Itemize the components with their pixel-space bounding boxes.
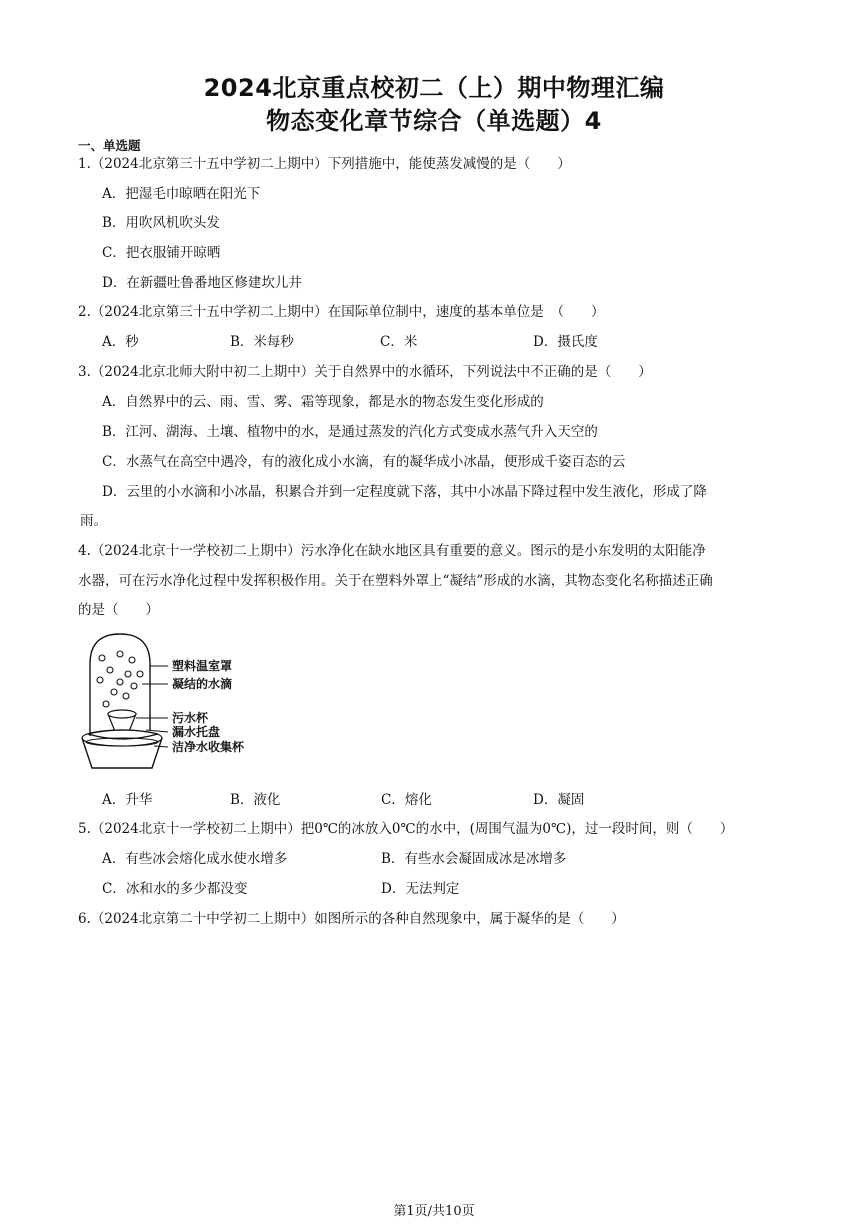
question-4-stem-line1: 4.（2024北京十一学校初二上期中）污水净化在缺水地区具有重要的意义。图示的是小东发明的太阳能净 xyxy=(78,543,706,559)
question-3-option-b: B．江河、湖海、土壤、植物中的水，是通过蒸发的汽化方式变成水蒸气升入天空的 xyxy=(102,424,598,440)
question-1-stem: 1.（2024北京第三十五中学初二上期中）下列措施中，能使蒸发减慢的是（ ） xyxy=(78,156,571,172)
solar-water-purifier-diagram xyxy=(76,630,286,772)
question-5-option-d: D．无法判定 xyxy=(381,881,460,897)
page-title-line1: 2024北京重点校初二（上）期中物理汇编 xyxy=(203,74,665,102)
question-1-option-d: D．在新疆吐鲁番地区修建坎儿井 xyxy=(102,275,302,291)
question-2-option-b: B．米每秒 xyxy=(230,334,294,350)
question-3-option-a: A．自然界中的云、雨、雪、雾、霜等现象，都是水的物态发生变化形成的 xyxy=(102,394,544,410)
question-1-option-b: B．用吹风机吹头发 xyxy=(102,215,220,231)
question-6-stem: 6.（2024北京第二十中学初二上期中）如图所示的各种自然现象中，属于凝华的是（ ） xyxy=(78,911,625,927)
question-3-option-d: D．云里的小水滴和小冰晶，积累合并到一定程度就下落，其中小冰晶下降过程中发生液化，形成了降 xyxy=(102,484,707,500)
page-number: 第1页/共10页 xyxy=(393,1204,475,1219)
question-5-option-b: B．有些水会凝固成冰是冰增多 xyxy=(381,851,567,867)
question-3-option-d-cont: 雨。 xyxy=(80,513,107,529)
water-droplets xyxy=(97,651,143,707)
clean-water-cup xyxy=(82,738,162,768)
question-1-option-a: A．把湿毛巾晾晒在阳光下 xyxy=(102,186,261,202)
label-dirty-water-cup: 污水杯 xyxy=(172,711,209,725)
question-3-stem: 3.（2024北京北师大附中初二上期中）关于自然界中的水循环，下列说法中不正确的是（ ） xyxy=(78,364,652,380)
question-4-option-a: A．升华 xyxy=(102,792,153,808)
question-2-option-c: C．米 xyxy=(380,334,418,350)
label-drain-tray: 漏水托盘 xyxy=(172,725,221,739)
label-clean-water-cup: 洁净水收集杯 xyxy=(172,740,245,754)
question-4-option-c: C．熔化 xyxy=(381,792,432,808)
question-2-stem: 2.（2024北京第三十五中学初二上期中）在国际单位制中，速度的基本单位是 （ ） xyxy=(78,304,605,320)
question-4-stem-line3: 的是（ ） xyxy=(78,602,159,618)
question-4-option-d: D．凝固 xyxy=(533,792,585,808)
section-heading: 一、单选题 xyxy=(78,138,141,153)
label-water-droplets: 凝结的水滴 xyxy=(172,677,233,691)
question-5-option-c: C．冰和水的多少都没变 xyxy=(102,881,248,897)
question-4-stem-line2: 水器，可在污水净化过程中发挥积极作用。关于在塑料外罩上“凝结”形成的水滴，其物态变化名称描述正确 xyxy=(78,573,713,589)
page-title-line2: 物态变化章节综合（单选题）4 xyxy=(266,107,602,135)
question-4-option-b: B．液化 xyxy=(230,792,281,808)
question-3-option-c: C．水蒸气在高空中遇冷，有的液化成小水滴，有的凝华成小冰晶，便形成千姿百态的云 xyxy=(102,454,626,470)
question-5-option-a: A．有些冰会熔化成水使水增多 xyxy=(102,851,288,867)
question-2-option-a: A．秒 xyxy=(102,334,139,350)
question-1-option-c: C．把衣服铺开晾晒 xyxy=(102,245,221,261)
question-5-stem: 5.（2024北京十一学校初二上期中）把0℃的冰放入0℃的水中，(周围气温为0℃)，过一段时间，则（ ） xyxy=(78,821,734,837)
question-2-option-d: D．摄氏度 xyxy=(533,334,598,350)
label-plastic-dome: 塑料温室罩 xyxy=(172,659,233,673)
